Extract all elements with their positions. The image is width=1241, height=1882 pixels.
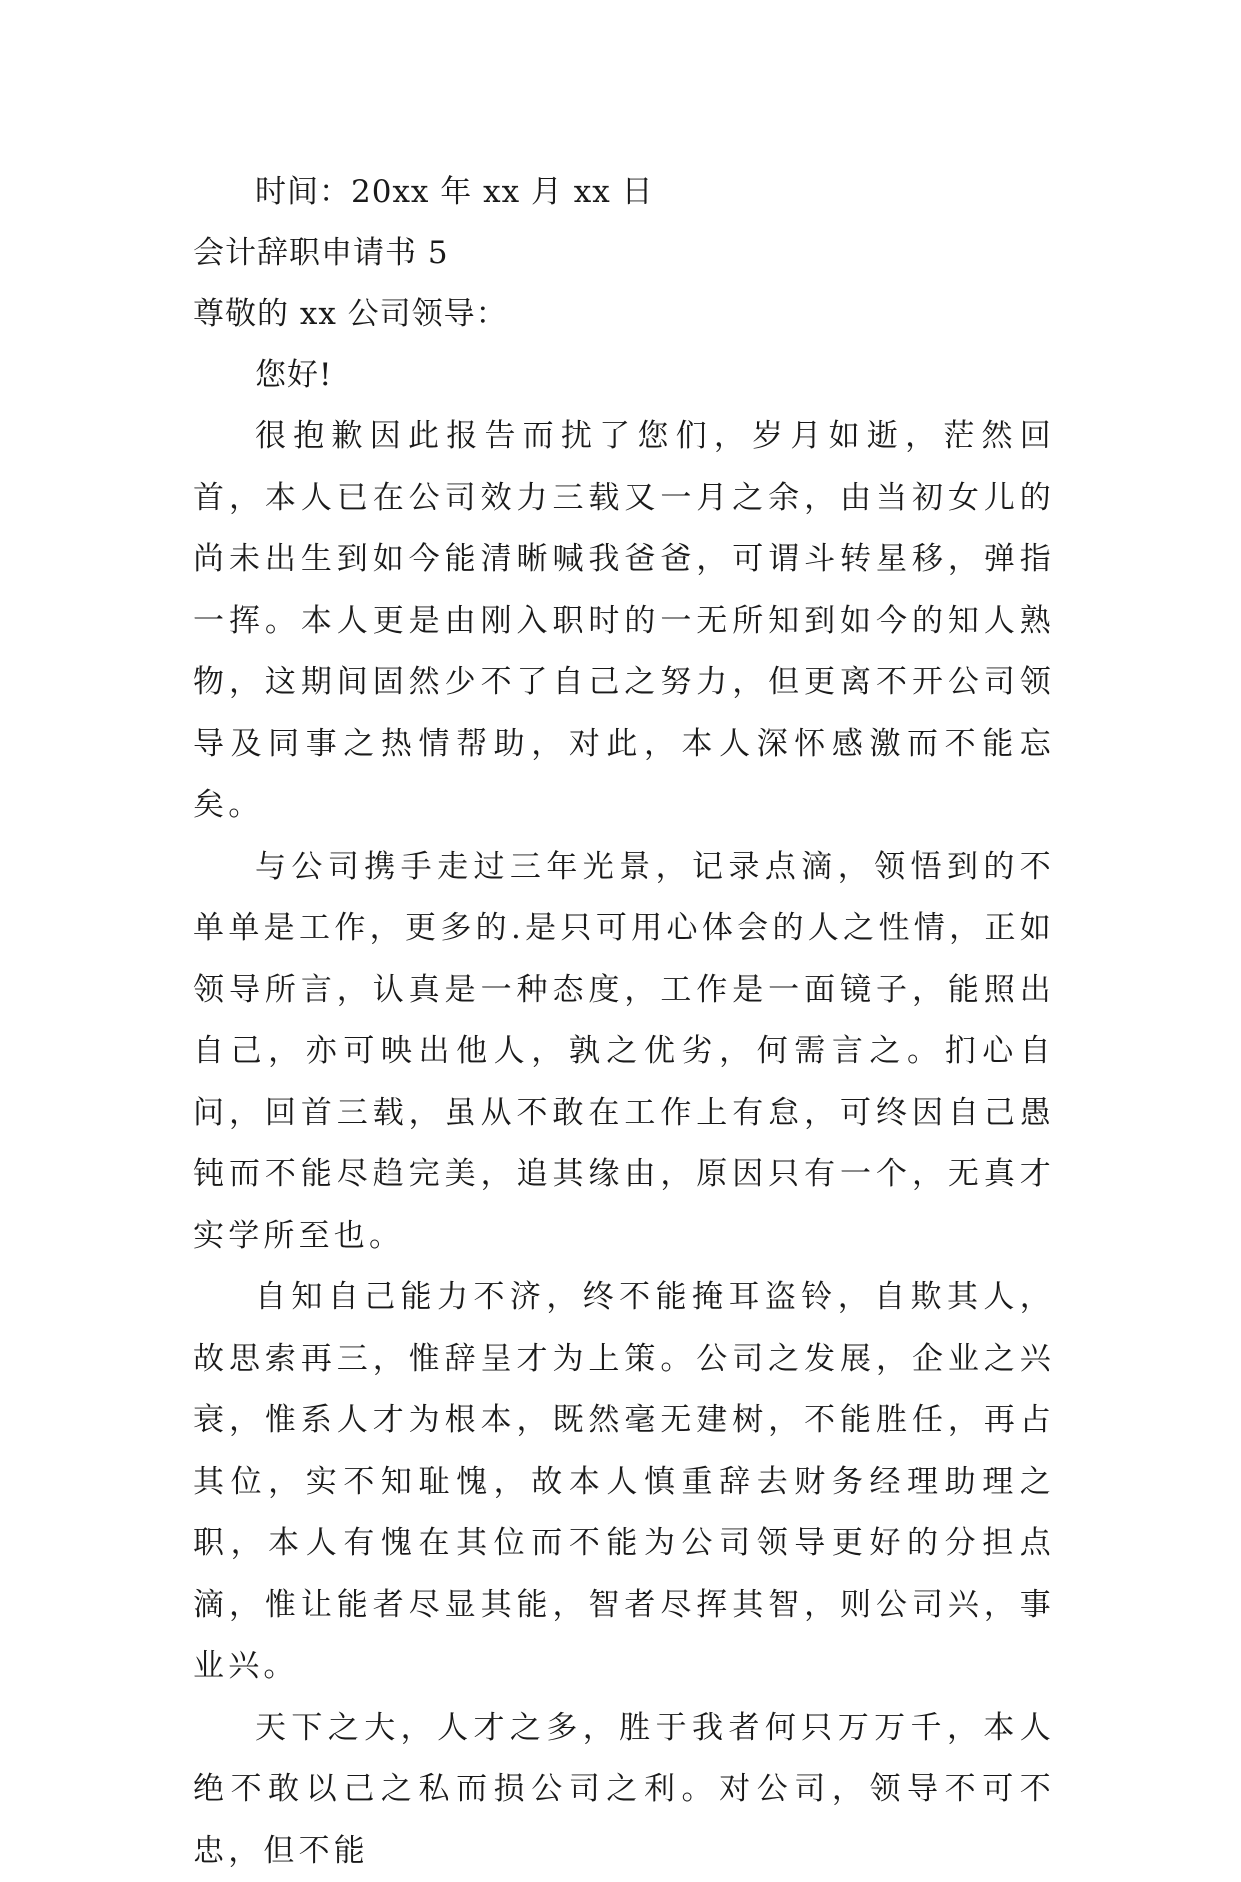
paragraph-2: 与公司携手走过三年光景，记录点滴，领悟到的不单单是工作，更多的.是只可用心体会的人之性情，正如领导所言，认真是一种态度，工作是一面镜子，能照出自己，亦可映出他人，孰之优劣，何需言之。扪心自问，回首三载，虽从不敢在工作上有怠，可终因自己愚钝而不能尽趋完美，追其缘由，原因只有一个，无真才实学所至也。 — [193, 837, 1055, 1268]
document-title: 会计辞职申请书 5 — [193, 223, 1055, 284]
paragraph-3: 自知自己能力不济，终不能掩耳盗铃，自欺其人，故思索再三，惟辞呈才为上策。公司之发展，企业之兴衰，惟系人才为根本，既然毫无建树，不能胜任，再占其位，实不知耻愧，故本人慎重辞去财务经理助理之职，本人有愧在其位而不能为公司领导更好的分担点滴，惟让能者尽显其能，智者尽挥其智，则公司兴，事业兴。 — [193, 1267, 1055, 1698]
paragraph-1: 很抱歉因此报告而扰了您们，岁月如逝，茫然回首，本人已在公司效力三载又一月之余，由当初女儿的尚未出生到如今能清晰喊我爸爸，可谓斗转星移，弹指一挥。本人更是由刚入职时的一无所知到如今的知人熟物，这期间固然少不了自己之努力，但更离不开公司领导及同事之热情帮助，对此，本人深怀感激而不能忘矣。 — [193, 406, 1055, 837]
greeting: 您好! — [193, 345, 1055, 406]
salutation: 尊敬的 xx 公司领导： — [193, 284, 1055, 345]
date-line: 时间：20xx 年 xx 月 xx 日 — [193, 162, 1055, 223]
paragraph-4: 天下之大，人才之多，胜于我者何只万万千，本人绝不敢以己之私而损公司之利。对公司，领导不可不忠，但不能 — [193, 1698, 1055, 1882]
document-body — [193, 162, 1055, 1882]
